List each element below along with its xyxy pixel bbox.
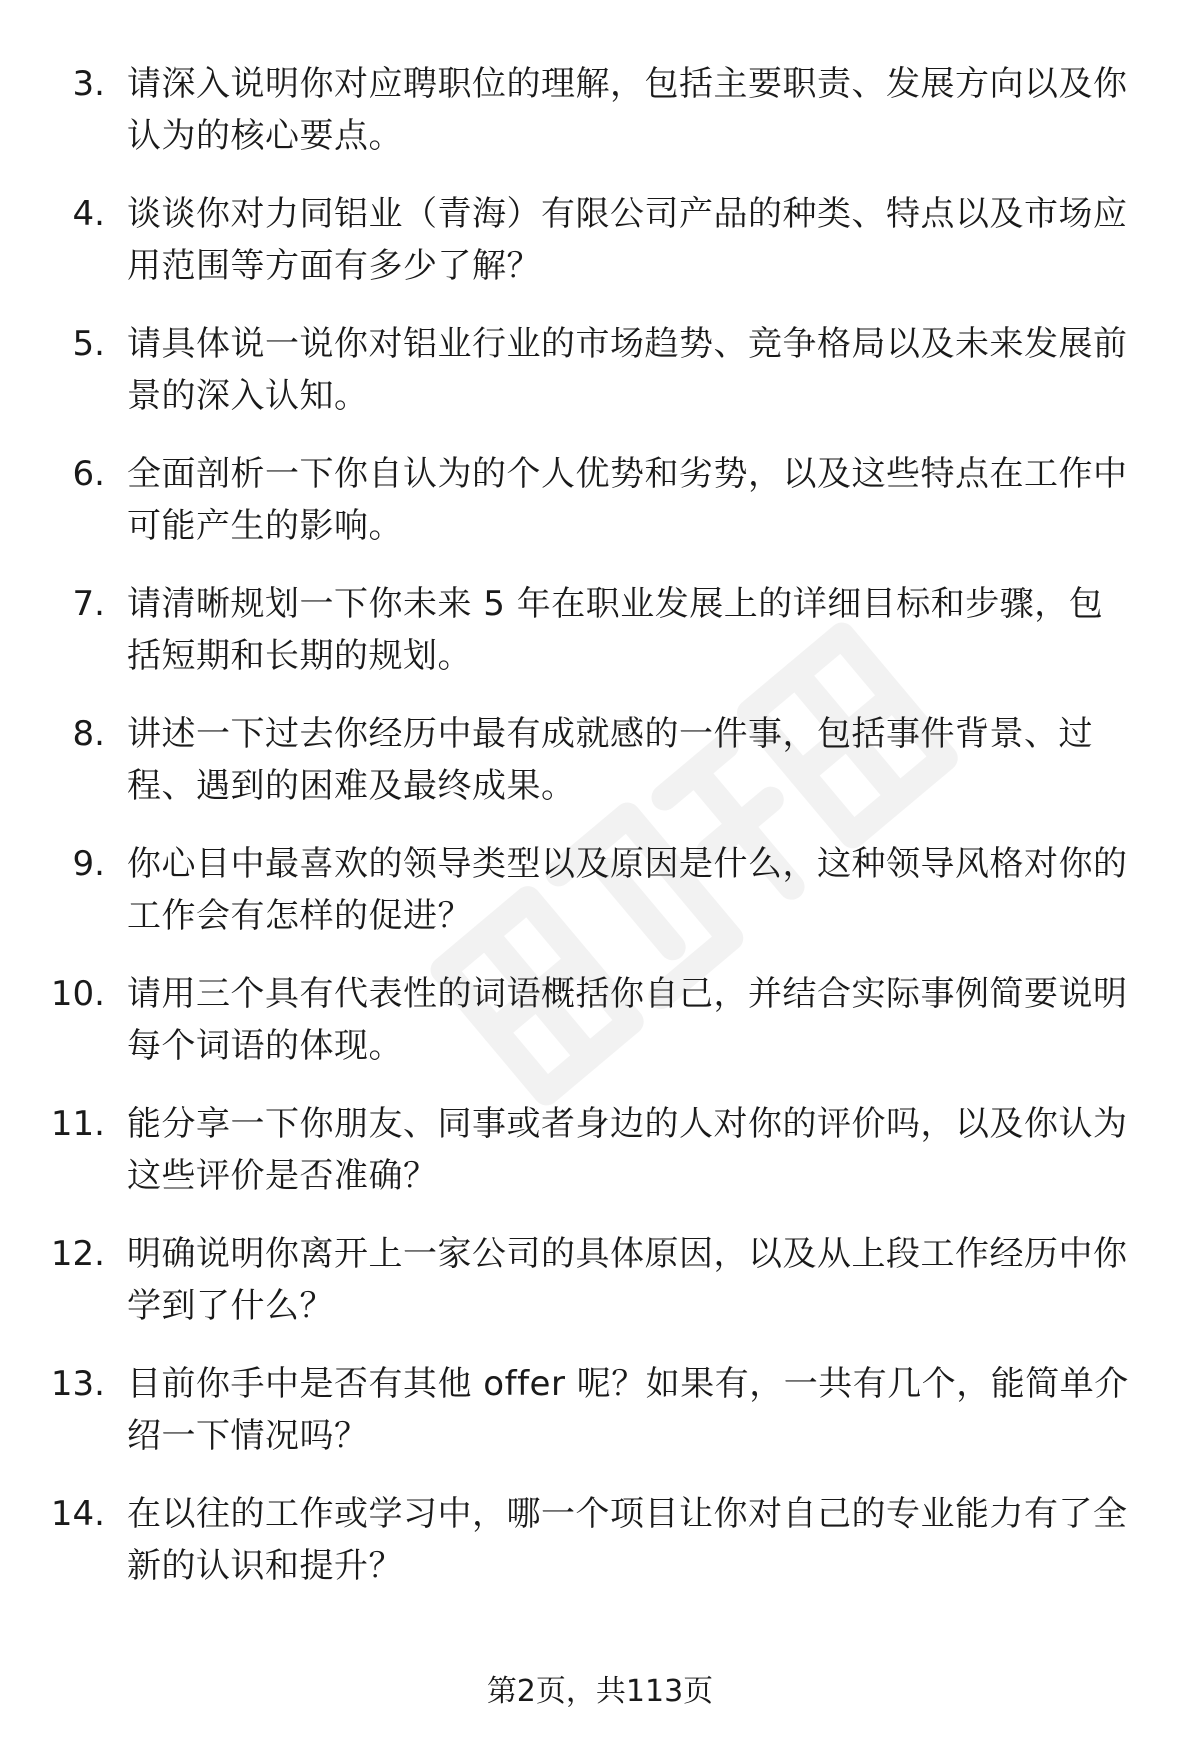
question-text: 你心目中最喜欢的领导类型以及原因是什么，这种领导风格对你的工作会有怎样的促进？ — [127, 844, 1128, 936]
question-text: 明确说明你离开上一家公司的具体原因，以及从上段工作经历中你学到了什么？ — [127, 1234, 1128, 1326]
question-text: 谈谈你对力同铝业（青海）有限公司产品的种类、特点以及市场应用范围等方面有多少了解？ — [127, 194, 1128, 286]
question-item — [0, 708, 1200, 838]
question-number: 12. — [50, 1234, 105, 1274]
question-number: 7. — [72, 584, 105, 624]
question-text: 请清晰规划一下你未来 5 年在职业发展上的详细目标和步骤，包括短期和长期的规划。 — [127, 584, 1104, 676]
question-text: 能分享一下你朋友、同事或者身边的人对你的评价吗，以及你认为这些评价是否准确？ — [127, 1104, 1128, 1196]
question-number: 6. — [72, 454, 105, 494]
page-indicator: 第2页，共113页 — [486, 1674, 714, 1709]
question-number: 14. — [50, 1494, 105, 1534]
question-number: 10. — [50, 974, 105, 1014]
question-item — [0, 1488, 1200, 1618]
question-list — [0, 58, 1200, 1618]
question-number: 5. — [72, 324, 105, 364]
question-item — [0, 1098, 1200, 1228]
question-item — [0, 838, 1200, 968]
question-number: 9. — [72, 844, 105, 884]
question-number: 11. — [50, 1104, 105, 1144]
question-item — [0, 1358, 1200, 1488]
question-text: 目前你手中是否有其他 offer 呢？如果有，一共有几个，能简单介绍一下情况吗？ — [127, 1364, 1129, 1456]
question-text: 请用三个具有代表性的词语概括你自己，并结合实际事例简要说明每个词语的体现。 — [127, 974, 1128, 1066]
question-number: 13. — [50, 1364, 105, 1404]
question-text: 讲述一下过去你经历中最有成就感的一件事，包括事件背景、过程、遇到的困难及最终成果。 — [127, 714, 1093, 806]
question-text: 全面剖析一下你自认为的个人优势和劣势，以及这些特点在工作中可能产生的影响。 — [127, 454, 1128, 546]
question-item — [0, 1228, 1200, 1358]
question-number: 3. — [72, 64, 105, 104]
question-text: 请深入说明你对应聘职位的理解，包括主要职责、发展方向以及你认为的核心要点。 — [127, 64, 1128, 156]
question-text: 请具体说一说你对铝业行业的市场趋势、竞争格局以及未来发展前景的深入认知。 — [127, 324, 1128, 416]
question-item — [0, 318, 1200, 448]
question-item — [0, 968, 1200, 1098]
question-text: 在以往的工作或学习中，哪一个项目让你对自己的专业能力有了全新的认识和提升？ — [127, 1494, 1128, 1586]
question-number: 8. — [72, 714, 105, 754]
question-number: 4. — [72, 194, 105, 234]
question-item — [0, 58, 1200, 188]
question-item — [0, 188, 1200, 318]
question-item — [0, 578, 1200, 708]
question-item — [0, 448, 1200, 578]
